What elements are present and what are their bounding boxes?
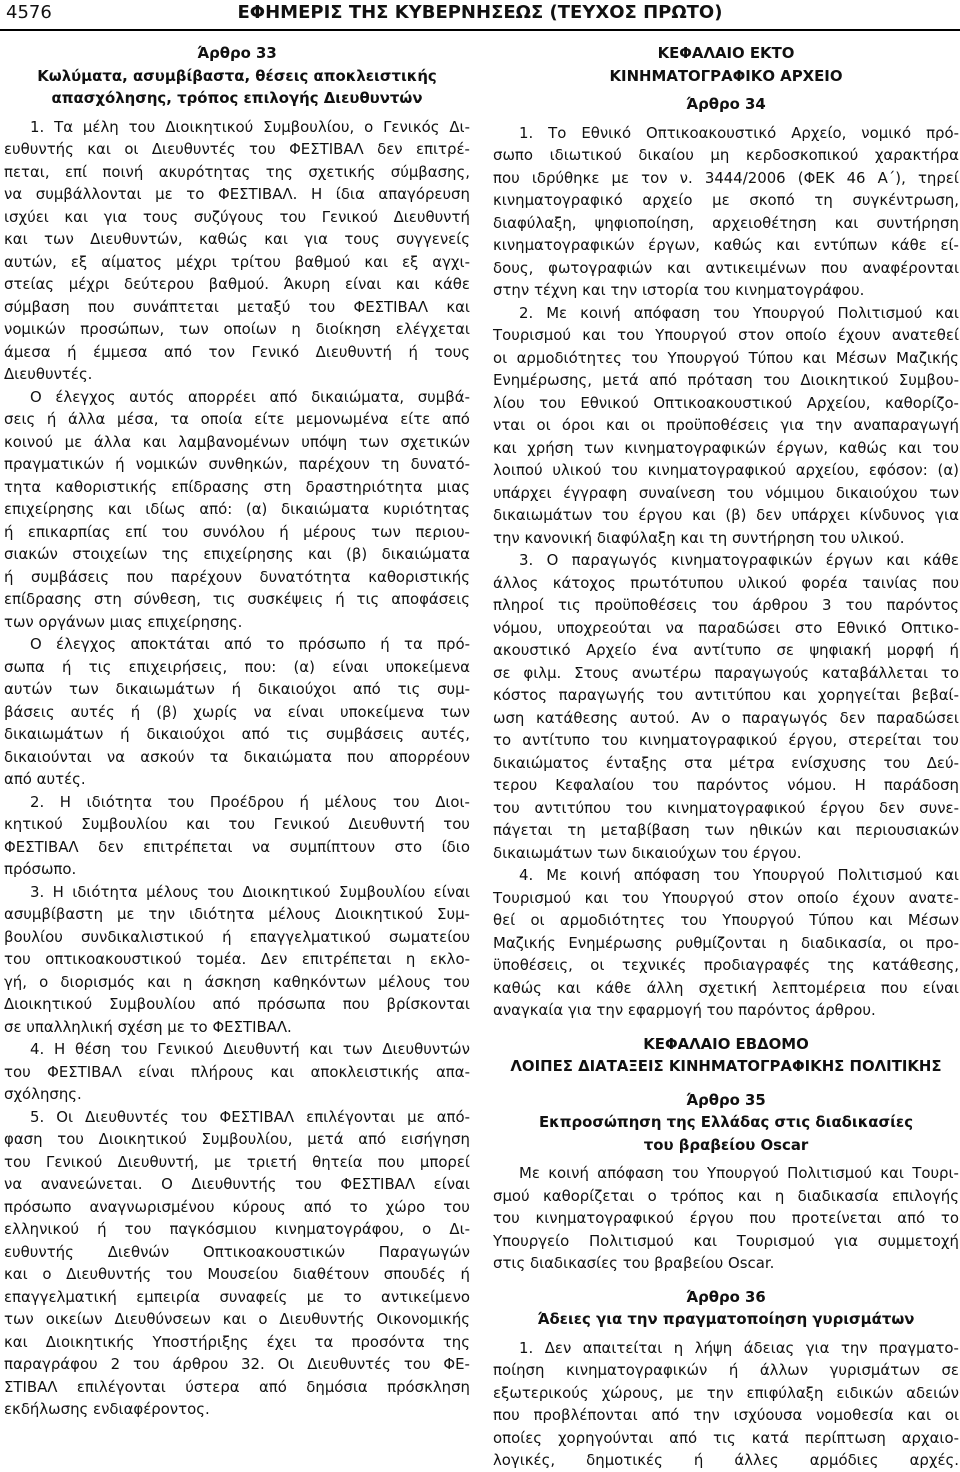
text-line: 4. Η θέση του Γενικού Διευθυντή και των Διευθυντών	[30, 1040, 470, 1058]
text-line: 4. Με κοινή απόφαση του Υπουργού Πολιτισμού και	[519, 866, 959, 884]
text-line: και Διοικητικής Υποστήριξης έχει τα προσόντα της	[4, 1332, 470, 1351]
text-line: του ΦΕΣΤΙΒΑΛ είναι πλήρους και αποκλειστικής απα-	[4, 1062, 470, 1081]
section-heading: Άρθρο 34	[686, 95, 766, 113]
text-line: σωπα ή τις επιχειρήσεις, που: (α) είναι υποκείμενα	[4, 657, 470, 676]
text-line: κινηματογραφικό αρχείο με σκοπό τη συγκέντρωση,	[493, 191, 959, 209]
text-line: ελληνικού ή του παγκόσμιου κινηματογράφου, ο Δι-	[4, 1220, 470, 1238]
text-line: του Γενικού Διευθυντή, με τριετή θητεία που μπορεί	[4, 1152, 470, 1171]
text-line: ή επικαρπίας επί του συνόλου ή μέρους των περιου-	[4, 522, 470, 541]
text-line: ϋποθέσεις, οι τεχνικές προδιαγραφές της κατάθεσης,	[493, 956, 959, 974]
text-line: 3. Η ιδιότητα μέλους του Διοικητικού Συμβουλίου είναι	[30, 882, 470, 901]
section-heading: Άρθρο 36	[686, 1287, 766, 1306]
spacer	[493, 1275, 959, 1286]
section-heading: απασχόλησης, τρόπος επιλογής Διευθυντών	[51, 89, 423, 107]
text-line: δικαιωμάτων του έργου και (β) δεν υπάρχει κίνδυνος για	[493, 506, 959, 524]
text-line: ευθυντής και οι Διευθυντές του ΦΕΣΤΙΒΑΛ δεν επιτρέ-	[4, 140, 470, 158]
text-line: 1. Τα μέλη του Διοικητικού Συμβουλίου, ο Γενικός Δι-	[30, 117, 470, 136]
text-line: θεί οι αρμοδιότητες του Υπουργού Τύπου και Μέσων	[493, 911, 959, 929]
text-line: σμού καθορίζεται ο τρόπος και η διαδικασία επιλογής	[493, 1186, 959, 1205]
text-line: στις διαδικασίες του βραβείου Oscar.	[493, 1254, 775, 1272]
text-line: δους, φωτογραφιών και αντικειμένων που αναφέρονται	[493, 258, 959, 277]
text-line: πεται, επί ποινή ακυρότητας της σχετικής σύμβασης,	[4, 162, 470, 181]
text-line: διαφύλαξη, ψηφιοποίηση, αρχειοθέτηση και συντήρηση	[493, 213, 959, 232]
section-heading: ΚΙΝΗΜΑΤΟΓΡΑΦΙΚΟ ΑΡΧΕΙΟ	[609, 66, 843, 85]
text-line: Διευθυντές.	[4, 365, 93, 383]
text-line: νόμου, υποχρεούται να παραδώσει στο Εθνικό Οπτικο-	[493, 618, 959, 637]
section-heading: Άρθρο 33	[197, 44, 277, 62]
text-line: ασυμβίβαστη με την ιδιότητα μέλους Διοικητικού Συμ-	[4, 905, 470, 923]
text-line: και ο Διευθυντής του Μουσείου διαθέτουν σπουδές ή	[4, 1265, 470, 1283]
text-line: γή, ο διορισμός και η άσκηση καθηκόντων μέλους του	[4, 972, 470, 991]
text-line: του αντιτύπου του κινηματογραφικού έργου δεν συνε-	[493, 798, 959, 817]
text-line: Με κοινή απόφαση του Υπουργού Πολιτισμού και Τουρι-	[519, 1164, 959, 1182]
section-heading: ΛΟΙΠΕΣ ΔΙΑΤΑΞΕΙΣ ΚΙΝΗΜΑΤΟΓΡΑΦΙΚΗΣ ΠΟΛΙΤΙΚΗΣ	[510, 1057, 942, 1075]
section-heading: ΚΕΦΑΛΑΙΟ ΕΚΤΟ	[657, 44, 795, 62]
text-line: στείας μέχρι δεύτερου βαθμού. Άκυρη είναι και κάθε	[4, 275, 470, 293]
text-line: κητικού Συμβουλίου και του Γενικού Διευθυντή του	[4, 815, 470, 833]
text-line: υπάρχει έγγραφη συναίνεση του νόμιμου δικαιούχου των	[493, 483, 959, 502]
spacer	[493, 1078, 959, 1089]
text-line: δικαιώματος ένταξης στα μέτρα ενίσχυσης του Δεύ-	[493, 753, 959, 772]
text-line: ποίηση κινηματογραφικών ή άλλων γυρισμάτων σε	[493, 1361, 959, 1379]
text-line: 3. Ο παραγωγός κινηματογραφικών έργων και κάθε	[519, 551, 959, 569]
text-line: δικαιωμάτων ή δικαιούχοι από τις συμβάσεις αυτές,	[4, 725, 470, 743]
text-line: λοιπού υλικού του κινηματογραφικού αρχείου, εφόσον: (α)	[493, 461, 959, 479]
text-line: σχόλησης.	[4, 1085, 82, 1103]
text-line: άμεσα ή έμμεσα από τον Γενικό Διευθυντή ή τους	[4, 342, 470, 361]
text-line: κινηματογραφικών έργων, καθώς και εντύπων κάθε εί-	[493, 236, 959, 254]
text-line: οποίες χορηγούνται από τις κατά περίπτωση αρχαιο-	[493, 1428, 959, 1447]
text-line: ισχύει και για τους συζύγους του Γενικού Διευθυντή	[4, 207, 470, 226]
text-line: Ενημέρωσης, μετά από πρόταση του Διοικητικού Συμβου-	[493, 371, 959, 389]
text-line: λογικές, δημοτικές ή άλλες αρμόδιες αρχές.	[493, 1451, 959, 1469]
text-line: σωπο ιδιωτικού δικαίου μη κερδοσκοπικού χαρακτήρα	[493, 146, 959, 164]
text-line: 1. Το Εθνικό Οπτικοακουστικό Αρχείο, νομικό πρό-	[519, 123, 959, 142]
page-number: 4576	[6, 2, 52, 23]
text-line: πάγεται τη μεταβίβαση των ηθικών και περιουσιακών	[493, 821, 959, 839]
text-line: δικαιωμάτων των δικαιούχων του έργου.	[493, 843, 802, 862]
text-line: ευθυντής Διεθνών Οπτικοακουστικών Παραγωγών	[4, 1242, 470, 1261]
text-line: να ανανεώνεται. Ο Διευθυντής του ΦΕΣΤΙΒΑΛ είναι	[4, 1175, 470, 1193]
section-heading: ΚΕΦΑΛΑΙΟ ΕΒΔΟΜΟ	[643, 1034, 809, 1053]
text-line: βουλίου συνδικαλιστικού ή επαγγελματικού σωματείου	[4, 927, 470, 946]
text-line: σε υπαλληλική σχέση με το ΦΕΣΤΙΒΑΛ.	[4, 1017, 292, 1036]
section-heading: Άρθρο 35	[686, 1090, 766, 1109]
text-line: εξωτερικούς χώρους, με την επιφύλαξη ειδικών αδειών	[493, 1383, 959, 1402]
text-line: φαση του Διοικητικού Συμβουλίου, μετά από εισήγηση	[4, 1130, 470, 1148]
text-line: νομικών προσώπων, των οποίων η διοίκηση ελέγχεται	[4, 320, 470, 338]
text-line: Μαζικής Ενημέρωσης ρυθμίζονται η διαδικασία, οι προ-	[493, 933, 959, 952]
text-line: και χρήση των κινηματογραφικών έργων, καθώς και του	[493, 438, 959, 457]
text-line: το αντίτυπο του κινηματογραφικού έργου, στερείται του	[493, 731, 959, 749]
text-line: Διοικητικού Συμβουλίου από πρόσωπα που βρίσκονται	[4, 995, 470, 1013]
text-line: ή συμβάσεις που παρέχουν δυνατότητα καθοριστικής	[4, 567, 470, 586]
text-line: εκδήλωσης ενδιαφέροντος.	[4, 1400, 210, 1418]
text-line: πραγματικών ή νομικών συνθηκών, παρέχουν τη δυνατό-	[4, 455, 470, 473]
text-line: οι αρμοδιότητες του Υπουργού Τύπου και Μέσων Μαζικής	[493, 348, 959, 367]
text-line: κοινού με άλλα και λαμβανομένων υπόψη των σχετικών	[4, 432, 470, 451]
right-column	[493, 42, 959, 1472]
gazette-title: ΕΦΗΜΕΡΙΣ ΤΗΣ ΚΥΒΕΡΝΗΣΕΩΣ (ΤΕΥΧΟΣ ΠΡΩΤΟ)	[237, 2, 723, 23]
text-line: δικαιούνται να ασκούν τα δικαιώματα που απορρέουν	[4, 747, 470, 766]
text-line: την κανονική διαφύλαξη και τη συντήρηση του υλικού.	[493, 528, 905, 547]
text-line: που ιδρύθηκε με τον ν. 3444/2006 (ΦΕΚ 46 Α΄), τηρεί	[493, 168, 959, 187]
text-line: ωση κατάθεσης αυτού. Αν ο παραγωγός δεν παραδώσει	[493, 708, 959, 727]
text-line: καθώς και κάθε άλλη σχετική λεπτομέρεια που είναι	[493, 978, 959, 997]
page-header	[0, 0, 960, 30]
text-line: Τουρισμού και του Υπουργού στον οποίο έχουν ανατεθεί	[493, 326, 959, 344]
text-line: από αυτές.	[4, 770, 86, 788]
text-line: τητα καθοριστικής επίδρασης στη δραστηριότητα μιας	[4, 477, 470, 496]
text-line: του οπτικοακουστικού τομέα. Δεν επιτρέπεται η εκλο-	[4, 950, 470, 968]
text-line: 1. Δεν απαιτείται η λήψη άδειας για την πραγματο-	[519, 1338, 959, 1357]
text-line: σε φιλμ. Στους ανωτέρω παραγωγούς καταβάλλεται το	[493, 663, 959, 682]
text-line: αυτών των δικαιωμάτων ή δικαιούχοι από τις συμ-	[4, 680, 470, 698]
text-line: ΣΤΙΒΑΛ επιλέγονται ύστερα από δημόσια πρόσκληση	[4, 1377, 470, 1396]
text-line: κόστος παραγωγής του αντιτύπου και χορηγείται βεβαί-	[493, 686, 959, 704]
text-line: 2. Η ιδιότητα του Προέδρου ή μέλους του Διοι-	[30, 792, 470, 811]
text-line: τερου Κεφαλαίου του παρόντος νόμου. Η παράδοση	[493, 776, 959, 794]
text-line: σύμβαση που συνάπτεται μεταξύ του ΦΕΣΤΙΒΑΛ και	[4, 297, 470, 316]
text-line: ΦΕΣΤΙΒΑΛ δεν επιτρέπεται να συμπίπτουν στο ίδιο	[4, 837, 470, 856]
text-line: παραγράφου 2 του άρθρου 32. Οι Διευθυντές του ΦΕ-	[4, 1355, 470, 1373]
text-line: που προβλέπονται από την ισχύουσα νομοθεσία και οι	[493, 1406, 959, 1424]
text-line: σεις ή άλλα μέσα, τα οποία είτε μεμονωμένα είτε από	[4, 410, 470, 428]
text-line: λίου του Εθνικού Οπτικοακουστικού Αρχείου, καθορίζο-	[493, 393, 959, 412]
text-line: πρόσωπο αναγνωρισμένου κύρους από το χώρο του	[4, 1197, 470, 1216]
text-line: Υπουργείο Πολιτισμού και Τουρισμού για συμμετοχή	[493, 1231, 959, 1250]
left-column	[4, 42, 470, 1421]
text-line: να συμβάλλονται με το ΦΕΣΤΙΒΑΛ. Η ίδια απαγόρευση	[4, 185, 470, 203]
header-rule	[0, 29, 960, 31]
text-line: πρόσωπο.	[4, 860, 77, 878]
section-heading: Άδειες για την πραγματοποίηση γυρισμάτων	[537, 1310, 915, 1328]
spacer	[493, 1022, 959, 1033]
text-line: στην τέχνη και την ιστορία του κινηματογράφου.	[493, 281, 865, 299]
text-line: Τουρισμού και του Υπουργού στον οποίο έχουν ανατε-	[493, 888, 959, 907]
text-line: και των Διευθυντών, καθώς και για τους συγγενείς	[4, 230, 470, 248]
text-line: επιχείρησης και ιδίως από: (α) δικαιώματα κυριότητας	[4, 500, 470, 518]
text-line: επίδρασης στη σύνθεση, τις συσκέψεις ή τις αποφάσεις	[4, 590, 470, 608]
text-line: των οργάνων μιας επιχείρησης.	[4, 612, 243, 631]
section-heading: του βραβείου Oscar	[643, 1135, 809, 1154]
text-line: των οικείων Διευθύνσεων και ο Διευθυντής Οικονομικής	[4, 1310, 470, 1328]
text-line: ακουστικό Αρχείο ένα αντίτυπο σε ψηφιακή μορφή ή	[493, 641, 959, 659]
section-heading: Κωλύματα, ασυμβίβαστα, θέσεις αποκλειστικής	[37, 66, 437, 85]
text-line: πληροί τις προϋποθέσεις του άρθρου 3 του παρόντος	[493, 596, 959, 614]
section-heading: Εκπροσώπηση της Ελλάδας στις διαδικασίες	[538, 1113, 914, 1131]
text-line: άλλος κάτοχος πρωτότυπου υλικού φορέα ταινίας που	[493, 573, 959, 592]
text-line: 2. Με κοινή απόφαση του Υπουργού Πολιτισμού και	[519, 303, 959, 322]
text-line: βάσεις αυτές ή (β) χωρίς να είναι υποκείμενα των	[4, 702, 470, 721]
text-line: νται οι όροι και οι προϋποθέσεις για την αναπαραγωγή	[493, 416, 959, 434]
text-line: σιακών στοιχείων της επιχείρησης και (β) δικαιώματα	[4, 545, 470, 563]
text-line: αυτών, εξ αίματος μέχρι τρίτου βαθμού και εξ αγχι-	[4, 252, 470, 271]
text-line: Ο έλεγχος αυτός απορρέει από δικαιώματα, συμβά-	[30, 387, 470, 406]
text-line: 5. Οι Διευθυντές του ΦΕΣΤΙΒΑΛ επιλέγονται με από-	[30, 1107, 470, 1126]
text-line: Ο έλεγχος αποκτάται από το πρόσωπο ή τα πρό-	[30, 635, 470, 653]
text-line: του κινηματογραφικού έργου που προτείνεται από το	[493, 1209, 959, 1227]
text-line: επαγγελματική εμπειρία συναφείς με το αντικείμενο	[4, 1287, 470, 1306]
text-line: αναγκαία για την εφαρμογή του παρόντος άρθρου.	[493, 1001, 876, 1019]
